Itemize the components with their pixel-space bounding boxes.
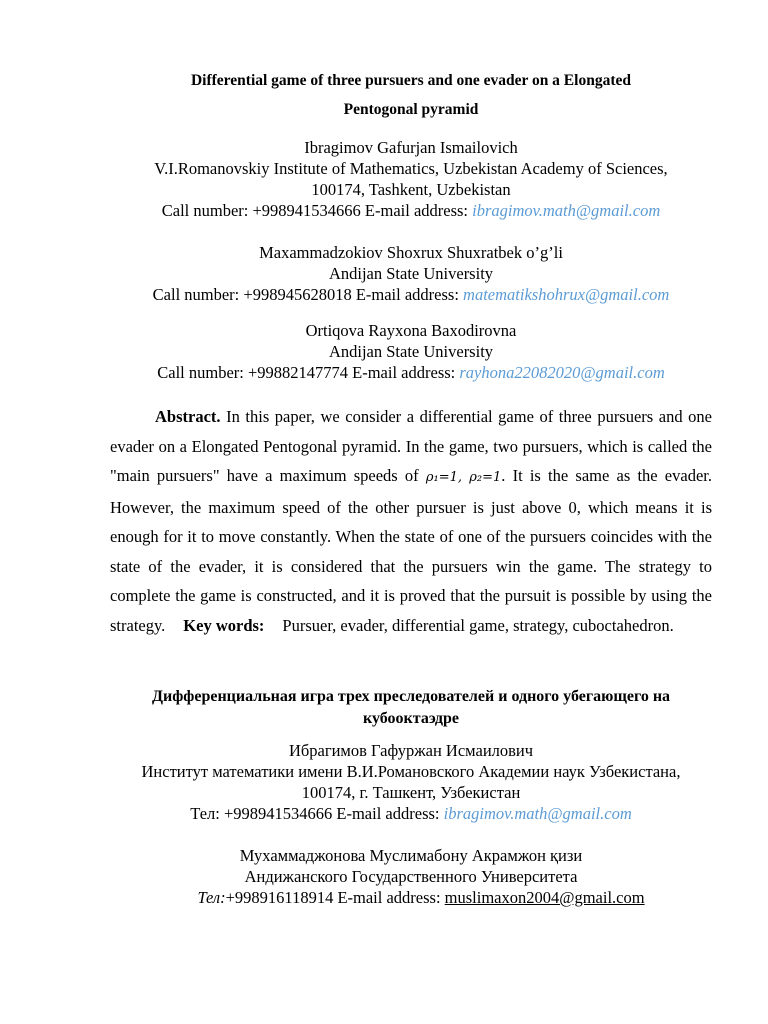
author-affiliation-address: 100174, г. Ташкент, Узбекистан	[301, 783, 521, 802]
email-link[interactable]: ibragimov.math@gmail.com	[472, 201, 661, 220]
keywords-list: Pursuer, evader, differential game, strategy, cuboctahedron.	[282, 615, 674, 635]
author-affiliation: Андижанского Государственного Университета	[244, 867, 578, 886]
contact-text: Call number: +99882147774 E-mail address:	[157, 363, 460, 382]
contact-text: Тел: +998941534666 E-mail address:	[190, 804, 444, 823]
paper-title-en	[110, 66, 712, 124]
author-name: Ибрагимов Гафуржан Исмаилович	[288, 741, 534, 760]
keywords-label: Key words:	[183, 615, 265, 635]
author-contact	[100, 284, 722, 305]
contact-label: Тел:	[197, 888, 226, 907]
email-link[interactable]: rayhona22082020@gmail.com	[459, 363, 665, 382]
author-affiliation-address: 100174, Tashkent, Uzbekistan	[311, 180, 511, 199]
paper-title-ru-line2: кубооктаэдре	[362, 710, 460, 727]
abstract-label: Abstract.	[155, 407, 221, 426]
paper-title-ru-line1: Дифференциальная игра трех преследователей и одного убегающего на	[151, 688, 671, 705]
abstract-text-part1: In this paper, we consider a differential game of three pursuers and one evader on a Elongated Pentogonal pyramid. In the game, two pursuers, which is called the "main pursuers" have a maximum speeds of	[110, 407, 712, 485]
contact-text: Call number: +998945628018 E-mail address:	[152, 285, 464, 304]
contact-text: Call number: +998941534666 E-mail address:	[161, 201, 473, 220]
author-name: Ibragimov Gafurjan Ismailovich	[304, 138, 518, 157]
author-contact	[100, 200, 722, 221]
abstract-text-part2: . It is the same as the evader. However, the maximum speed of the other pursuer is just above 0, which means it is enough for it to move constantly. When the state of one of the pursuers coincides with the state of the evader, it is considered that the pursuers win the game. The strategy to complete the game is constructed, and it is proved that the pursuit is possible by using the strategy.	[110, 466, 712, 635]
author-block-3	[100, 320, 722, 383]
email-link[interactable]: muslimaxon2004@gmail.com	[444, 888, 645, 907]
author-contact	[100, 803, 722, 824]
email-link[interactable]: ibragimov.math@gmail.com	[443, 804, 632, 823]
author-block-ru-1	[100, 740, 722, 824]
author-affiliation: Andijan State University	[328, 264, 494, 283]
author-name: Ortiqova Rayxona Baxodirovna	[305, 321, 517, 340]
author-block-ru-2	[100, 845, 722, 908]
author-block-1	[100, 137, 722, 221]
author-name: Maxammadzokiov Shoxrux Shuxratbek o’g’li	[259, 243, 563, 262]
abstract-paragraph	[110, 402, 712, 640]
speed-formula: ρ₁=1, ρ₂=1	[425, 470, 502, 485]
author-name: Мухаммаджонова Муслимабону Акрамжон қизи	[239, 846, 583, 865]
email-link[interactable]: matematikshohrux@gmail.com	[463, 285, 670, 304]
contact-text: +998916118914 E-mail address:	[225, 888, 445, 907]
author-affiliation: V.I.Romanovskiy Institute of Mathematics, Uzbekistan Academy of Sciences,	[154, 159, 668, 178]
paper-title-line1: Differential game of three pursuers and one evader on a Elongated	[190, 72, 631, 89]
author-contact	[100, 887, 722, 908]
author-affiliation: Andijan State University	[328, 342, 494, 361]
paper-title-line2: Pentogonal pyramid	[343, 101, 479, 118]
author-contact	[100, 362, 722, 383]
paper-title-ru	[100, 686, 722, 730]
author-affiliation: Институт математики имени В.И.Романовского Академии наук Узбекистана,	[141, 762, 681, 781]
author-block-2	[100, 242, 722, 305]
